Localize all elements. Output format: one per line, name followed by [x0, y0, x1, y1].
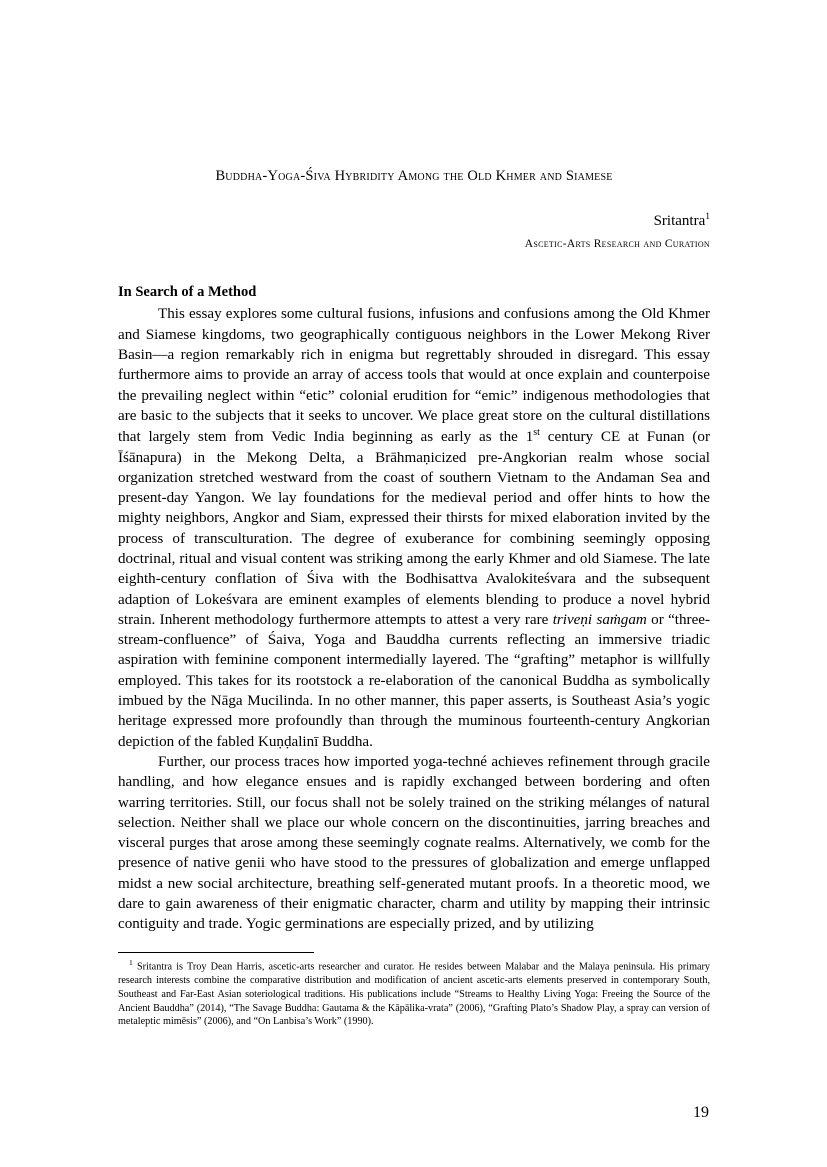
section-heading: In Search of a Method [118, 284, 257, 301]
footnote-marker: 1 [129, 958, 133, 967]
author-affiliation: Ascetic-Arts Research and Curation [524, 238, 710, 251]
author-name: Sritantra [653, 213, 706, 230]
footnote-separator [118, 952, 314, 953]
page-number: 19 [693, 1104, 709, 1121]
page-title: Buddha-Yoga-Śiva Hybridity Among the Old Khmer and Siamese [215, 168, 613, 184]
author-byline [118, 212, 710, 230]
body-paragraph-1: This essay explores some cultural fusions, infusions and confusions among the Old Khmer and Siamese kingdoms, two geographically contiguous neighbors in the Lower Mekong River Basin—a region remarkably rich in enigma but regrettably shrouded in disregard. This essay furthermore aims to provide an array of access tools that would at once explain and counterpoise the prevailing neglect within “etic” colonial erudition for “emic” indigenous methodologies that are basic to the subjects that it seeks to uncover. We place great store on the cultural distillations that largely stem from Vedic India beginning as early as the 1st century CE at Funan (or Īśānapura) in the Mekong Delta, a Brāhmaṇicized pre-Angkorian realm whose social organization stretched westward from the coast of southern Vietnam to the Andaman Sea and present-day Yangon. We lay foundations for the medieval period and offer hints to how the mighty neighbors, Angkor and Siam, expressed their thirsts for mixed elaboration invited by the process of transculturation. The degree of exuberance for combining seemingly opposing doctrinal, ritual and visual content was striking among the early Khmer and old Siamese. The late eighth-century conflation of Śiva with the Bodhisattva Avalokiteśvara and the subsequent adaption of Lokeśvara are eminent examples of elements blending to produce a novel hybrid strain. Inherent methodology furthermore attempts to attest a very rare triveṇi saṁgam or “three-stream-confluence” of Śaiva, Yoga and Bauddha currents reflecting an immersive triadic aspiration with feminine component intermedially layered. The “grafting” metaphor is willfully employed. This takes for its rootstock a re-elaboration of the canonical Buddha as symbolically imbued by the Nāga Mucilinda. In no other manner, this paper asserts, is Southeast Asia’s yogic heritage expressed more profoundly than through the muminous fourteenth-century Angkorian depiction of the fabled Kuṇḍalinī Buddha. [118, 306, 710, 750]
author-footnote-marker: 1 [705, 212, 710, 223]
footnote-1 [118, 958, 710, 1029]
page-content [118, 0, 710, 935]
footnote-area [118, 952, 710, 1029]
body-paragraph-2: Further, our process traces how imported yoga-techné achieves refinement through gracile handling, and how elegance ensues and is rapidly exchanged between bordering and often warring territories. Still, our focus shall not be solely trained on the striking mélanges of natural selection. Neither shall we place our whole concern on the discontinuities, jarring breaches and visceral purges that arose among these seemingly cognate realms. Alternatively, we comb for the presence of native genii who have stood to the pressures of globalization and emerge unflapped midst a new social architecture, breathing self-generated mutant proofs. In a theoretic mood, we dare to gain awareness of their enigmatic character, charm and utility by mapping their intrinsic contiguity and trade. Yogic germinations are especially prized, and by utilizing [118, 753, 710, 933]
footnote-text: Sritantra is Troy Dean Harris, ascetic-arts researcher and curator. He resides between Malabar and the Malaya peninsula. His primary research interests combine the comparative distribution and modification of ancient ascetic-arts elements preserved in contemporary South, Southeast and Far-East Asian soteriological traditions. His publications include “Streams to Healthy Living Yoga: Freeing the Source of the Ancient Bauddha” (2014), “The Savage Buddha: Gautama & the Kāpālika-vrata” (2006), “Grafting Plato’s Shadow Play, a spray can version of metaleptic mimēsis” (2006), and “On Lanbisa’s Work” (1990). [118, 961, 711, 1028]
